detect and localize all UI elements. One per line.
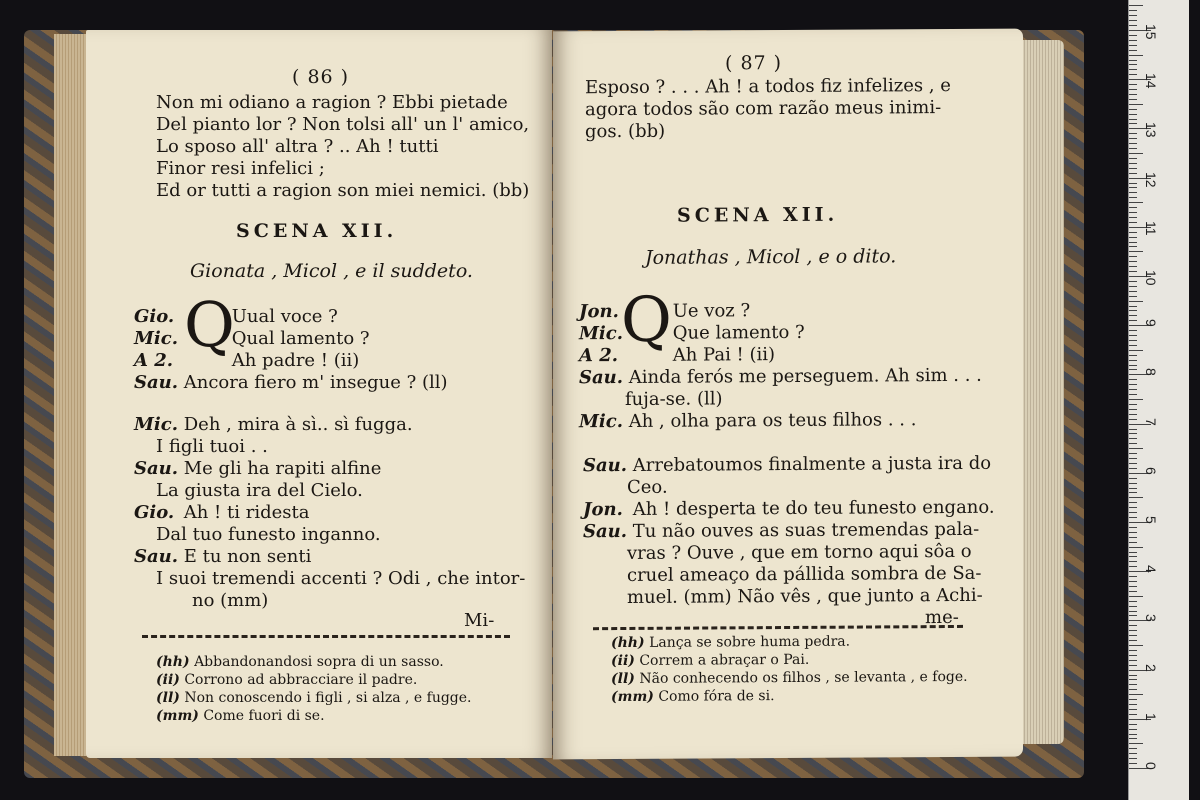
ruler-tick xyxy=(1129,684,1137,685)
verse-line: Del pianto lor ? Non tolsi all' un l' amico, xyxy=(156,114,530,135)
dialogue-line xyxy=(579,300,750,323)
ruler-tick xyxy=(1129,429,1137,430)
ruler-tick xyxy=(1129,458,1137,459)
ruler-tick xyxy=(1129,734,1137,735)
dialogue-line xyxy=(579,365,982,389)
ruler-label: 0 xyxy=(1143,762,1159,770)
footnote xyxy=(156,708,325,725)
ruler-tick xyxy=(1129,699,1137,700)
speech: Qual lamento ? xyxy=(231,328,370,349)
footnote-text: Como fóra de si. xyxy=(658,688,775,705)
dialogue-line: Ceo. xyxy=(627,476,668,498)
ruler-tick xyxy=(1129,271,1137,272)
ruler-tick xyxy=(1129,694,1143,695)
ruler-tick xyxy=(1129,596,1143,597)
ruler-tick xyxy=(1129,399,1143,400)
ruler-tick xyxy=(1129,404,1137,405)
speech: Ainda ferós me perseguem. Ah sim . . . xyxy=(628,364,982,388)
dialogue-line xyxy=(134,458,381,480)
ruler-tick xyxy=(1129,266,1137,267)
ruler-tick xyxy=(1129,119,1137,120)
ruler-tick xyxy=(1129,40,1137,41)
dialogue-line xyxy=(583,453,991,477)
ruler-label: 11 xyxy=(1143,220,1159,236)
ruler-tick xyxy=(1129,675,1137,676)
speech: Deh , mira à sì.. sì fugga. xyxy=(183,414,413,435)
footnote-text: Lança se sobre huma pedra. xyxy=(649,633,851,651)
prose-line: Esposo ? . . . Ah ! a todos fiz infelizes , e xyxy=(585,75,951,99)
ruler-tick xyxy=(1129,168,1137,169)
ruler-tick xyxy=(1129,409,1137,410)
ruler-tick xyxy=(1129,453,1137,454)
ruler-tick xyxy=(1129,35,1137,36)
ruler-tick xyxy=(1129,350,1143,351)
speech: E tu non senti xyxy=(183,546,312,567)
ruler-tick xyxy=(1129,360,1137,361)
ruler-tick xyxy=(1129,355,1137,356)
ruler-label: 4 xyxy=(1143,565,1159,573)
ruler-tick xyxy=(1129,492,1137,493)
speaker: Sau. xyxy=(579,367,624,389)
ruler-label: 3 xyxy=(1143,614,1159,623)
ruler-tick xyxy=(1129,192,1137,193)
ruler-tick xyxy=(1129,640,1137,641)
ruler-label: 10 xyxy=(1143,270,1159,286)
ruler-tick xyxy=(1129,625,1137,626)
speech: Ah , olha para os teus filhos . . . xyxy=(628,409,917,432)
ruler-tick xyxy=(1129,542,1137,543)
ruler-tick xyxy=(1129,207,1137,208)
speech: Ah ! ti ridesta xyxy=(183,502,310,523)
ruler-tick xyxy=(1129,365,1137,366)
ruler-tick xyxy=(1129,532,1137,533)
ruler-tick xyxy=(1129,246,1137,247)
speech: Que lamento ? xyxy=(672,321,805,344)
ruler-tick xyxy=(1129,566,1137,567)
dialogue-line xyxy=(583,497,995,522)
catchword: me- xyxy=(925,606,959,629)
speaker: Sau. xyxy=(583,520,628,543)
ruler-tick xyxy=(1129,552,1137,553)
speech: Tu não ouves as suas tremendas pala- xyxy=(632,518,980,542)
ruler-tick xyxy=(1129,394,1137,395)
ruler-tick xyxy=(1129,743,1143,744)
ruler-tick xyxy=(1129,281,1137,282)
ruler-tick xyxy=(1129,50,1137,51)
ruler-tick xyxy=(1129,483,1137,484)
ruler-tick xyxy=(1129,537,1137,538)
footnote-mark: (hh) xyxy=(156,654,190,670)
ruler-tick xyxy=(1129,291,1137,292)
ruler-label: 15 xyxy=(1143,24,1159,40)
ruler-label: 6 xyxy=(1143,466,1159,475)
ruler-tick xyxy=(1129,724,1137,725)
dialogue-line: Dal tuo funesto inganno. xyxy=(156,524,381,545)
ruler-tick xyxy=(1129,714,1137,715)
ruler-tick xyxy=(1129,133,1137,134)
right-page xyxy=(553,29,1023,760)
ruler-tick xyxy=(1129,286,1137,287)
ruler-tick xyxy=(1129,64,1137,65)
ruler-tick xyxy=(1129,660,1137,661)
ruler-tick xyxy=(1129,581,1137,582)
dialogue-line: I suoi tremendi accenti ? Odi , che intor- xyxy=(156,568,526,589)
speaker: Sau. xyxy=(134,546,179,567)
ruler-tick xyxy=(1129,763,1137,764)
ruler-tick xyxy=(1129,330,1137,331)
speaker: Jon. xyxy=(579,301,619,323)
speaker: Sau. xyxy=(134,458,179,479)
ruler-tick xyxy=(1129,527,1137,528)
ruler-tick xyxy=(1129,320,1137,321)
ruler-tick xyxy=(1129,655,1137,656)
ruler-tick xyxy=(1129,443,1137,444)
dialogue-line: muel. (mm) Não vês , que junto a Achi- xyxy=(627,584,983,608)
ruler-label: 1 xyxy=(1143,712,1159,721)
dialogue-line: fuja-se. (ll) xyxy=(625,388,723,410)
ruler-tick xyxy=(1129,340,1137,341)
ruler-tick xyxy=(1129,561,1137,562)
speaker: Sau. xyxy=(583,454,628,477)
ruler-tick xyxy=(1129,611,1137,612)
ruler-tick xyxy=(1129,232,1137,233)
footnote-mark: (ii) xyxy=(611,652,635,670)
scene-title: SCENA XII. xyxy=(677,203,839,227)
ruler-tick xyxy=(1129,586,1137,587)
dialogue-line xyxy=(134,350,359,372)
ruler-tick xyxy=(1129,20,1137,21)
ruler-tick xyxy=(1129,104,1143,105)
ruler-tick xyxy=(1129,389,1137,390)
ruler-tick xyxy=(1129,148,1137,149)
ruler-tick xyxy=(1129,630,1137,631)
ruler-tick xyxy=(1129,251,1143,252)
ruler-tick xyxy=(1129,478,1137,479)
footnote xyxy=(611,669,968,688)
ruler-tick xyxy=(1129,419,1137,420)
ruler-tick xyxy=(1129,84,1137,85)
speech: Uual voce ? xyxy=(231,306,338,327)
prose-line: gos. (bb) xyxy=(585,120,666,143)
ruler-tick xyxy=(1129,502,1137,503)
ruler-tick xyxy=(1129,379,1137,380)
footnote-text: Corrono ad abbracciare il padre. xyxy=(184,672,418,688)
ruler-tick xyxy=(1129,237,1137,238)
ruler-tick xyxy=(1129,512,1137,513)
drop-cap: Q xyxy=(184,288,235,361)
ruler-label: 9 xyxy=(1143,319,1159,327)
footnote-text: Não conhecendo os filhos , se levanta , e foge. xyxy=(639,668,968,687)
speech: Ah Pai ! (ii) xyxy=(672,344,776,366)
footnote-text: Come fuori di se. xyxy=(203,708,325,724)
footnote-text: Correm a abraçar o Pai. xyxy=(639,651,810,669)
character-list: Gionata , Micol , e il suddeto. xyxy=(190,260,473,282)
ruler-tick xyxy=(1129,222,1137,223)
ruler-tick xyxy=(1129,310,1137,311)
ruler-tick xyxy=(1129,187,1137,188)
ruler-tick xyxy=(1129,606,1137,607)
left-page xyxy=(86,30,552,758)
ruler-tick xyxy=(1129,183,1137,184)
dialogue-line xyxy=(134,372,448,394)
ruler-tick xyxy=(1129,301,1143,302)
catchword: Mi- xyxy=(464,610,495,631)
ruler-tick xyxy=(1129,138,1137,139)
footnote xyxy=(156,654,444,671)
scene-title: SCENA XII. xyxy=(236,220,398,242)
ruler-tick xyxy=(1129,143,1137,144)
ruler-tick xyxy=(1129,5,1143,6)
ruler-tick xyxy=(1129,468,1137,469)
ruler-tick xyxy=(1129,335,1137,336)
speaker: A 2. xyxy=(579,345,619,367)
ruler-tick xyxy=(1129,517,1137,518)
ruler-tick xyxy=(1129,197,1137,198)
dialogue-line: vras ? Ouve , que em torno aqui sôa o xyxy=(627,540,972,564)
ruler-tick xyxy=(1129,202,1143,203)
speaker: Mic. xyxy=(579,411,623,433)
footnote xyxy=(156,672,417,689)
ruler-tick xyxy=(1129,369,1137,370)
ruler-tick xyxy=(1129,433,1137,434)
dialogue-line: La giusta ira del Cielo. xyxy=(156,480,363,501)
ruler-tick xyxy=(1129,738,1137,739)
speech: Ah ! desperta te do teu funesto engano. xyxy=(632,496,995,520)
ruler-tick xyxy=(1129,689,1137,690)
page-number: ( 87 ) xyxy=(725,52,783,75)
footnote-mark: (ll) xyxy=(156,690,180,706)
ruler-tick xyxy=(1129,55,1143,56)
ruler-tick xyxy=(1129,94,1137,95)
ruler-tick xyxy=(1129,123,1137,124)
dialogue-line xyxy=(134,546,311,568)
dialogue-line xyxy=(583,519,979,543)
dialogue-line xyxy=(134,306,338,328)
ruler-tick xyxy=(1129,709,1137,710)
footnote-mark: (ll) xyxy=(611,670,635,688)
ruler-label: 13 xyxy=(1143,122,1159,138)
ruler-label: 12 xyxy=(1143,171,1159,188)
speech: Ancora fiero m' insegue ? (ll) xyxy=(183,372,448,393)
page-edges-left xyxy=(54,34,90,756)
dialogue-line xyxy=(579,344,775,367)
ruler-tick xyxy=(1129,345,1137,346)
ruler-label: 5 xyxy=(1143,516,1159,524)
ruler-tick xyxy=(1129,615,1137,616)
ruler-tick xyxy=(1129,242,1137,243)
ruler-tick xyxy=(1129,256,1137,257)
ruler-tick xyxy=(1129,665,1137,666)
speech: Me gli ha rapiti alfine xyxy=(183,458,382,479)
speaker: Mic. xyxy=(579,323,623,345)
ruler-label: 8 xyxy=(1143,368,1159,377)
drop-cap: Q xyxy=(621,282,672,357)
footnote xyxy=(156,690,472,707)
ruler-tick xyxy=(1129,89,1137,90)
ruler-label: 2 xyxy=(1143,663,1159,672)
ruler-tick xyxy=(1129,679,1137,680)
dialogue-line xyxy=(134,502,309,524)
dialogue-line: I figli tuoi . . xyxy=(156,436,268,457)
ruler-tick xyxy=(1129,315,1137,316)
speaker: Mic. xyxy=(134,328,178,349)
ruler-tick xyxy=(1129,547,1143,548)
ruler-tick xyxy=(1129,69,1137,70)
ruler-tick xyxy=(1129,753,1137,754)
dialogue-line xyxy=(579,409,916,433)
ruler-label: 14 xyxy=(1143,73,1159,89)
ruler-tick xyxy=(1129,158,1137,159)
ruler-tick xyxy=(1129,60,1137,61)
dialogue-line: cruel ameaço da pállida sombra de Sa- xyxy=(627,562,982,586)
prose-line: agora todos são com razão meus inimi- xyxy=(585,97,942,121)
footnote-text: Non conoscendo i figli , si alza , e fugge. xyxy=(184,690,472,706)
ruler-tick xyxy=(1129,576,1137,577)
ruler-tick xyxy=(1129,296,1137,297)
speaker: Mic. xyxy=(134,414,178,435)
ruler-tick xyxy=(1129,414,1137,415)
footnote-mark: (ii) xyxy=(156,672,180,688)
ruler-tick xyxy=(1129,99,1137,100)
measuring-ruler xyxy=(1128,0,1189,800)
dialogue-line xyxy=(134,328,370,350)
ruler-tick xyxy=(1129,173,1137,174)
ruler-tick xyxy=(1129,556,1137,557)
speaker: Jon. xyxy=(583,499,623,521)
verse-line: Non mi odiano a ragion ? Ebbi pietade xyxy=(156,92,508,113)
footnote xyxy=(611,634,850,652)
ruler-tick xyxy=(1129,448,1143,449)
speech: Ah padre ! (ii) xyxy=(231,350,360,371)
verse-line: Lo sposo all' altra ? .. Ah ! tutti xyxy=(156,136,439,157)
footnote-mark: (mm) xyxy=(611,688,654,706)
ruler-tick xyxy=(1129,217,1137,218)
ruler-tick xyxy=(1129,212,1137,213)
speaker: Gio. xyxy=(134,502,175,523)
ruler-tick xyxy=(1129,163,1137,164)
verse-line: Finor resi infelici ; xyxy=(156,158,325,179)
footnote xyxy=(611,688,775,706)
speaker: Gio. xyxy=(134,306,175,327)
ruler-tick xyxy=(1129,10,1137,11)
ruler-tick xyxy=(1129,109,1137,110)
ruler-tick xyxy=(1129,758,1137,759)
ruler-tick xyxy=(1129,15,1137,16)
footnote-mark: (mm) xyxy=(156,708,199,724)
footnote-mark: (hh) xyxy=(611,634,645,652)
speech: Arrebatoumos finalmente a justa ira do xyxy=(632,452,992,476)
ruler-tick xyxy=(1129,438,1137,439)
speech: Ue voz ? xyxy=(672,300,751,322)
ruler-label: 7 xyxy=(1143,417,1159,426)
ruler-tick xyxy=(1129,25,1137,26)
ruler-tick xyxy=(1129,704,1137,705)
ruler-tick xyxy=(1129,384,1137,385)
ruler-tick xyxy=(1129,488,1137,489)
dialogue-line: no (mm) xyxy=(192,590,269,611)
dialogue-line xyxy=(134,414,413,436)
ruler-tick xyxy=(1129,650,1137,651)
verse-line: Ed or tutti a ragion son miei nemici. (bb) xyxy=(156,180,530,201)
ruler-tick xyxy=(1129,153,1143,154)
ruler-tick xyxy=(1129,601,1137,602)
footnote-divider xyxy=(142,635,510,638)
ruler-tick xyxy=(1129,591,1137,592)
ruler-tick xyxy=(1129,74,1137,75)
footnote xyxy=(611,652,809,670)
ruler-tick xyxy=(1129,463,1137,464)
ruler-tick xyxy=(1129,261,1137,262)
ruler-tick xyxy=(1129,45,1137,46)
footnote-divider xyxy=(593,625,963,630)
ruler-tick xyxy=(1129,748,1137,749)
ruler-tick xyxy=(1129,507,1137,508)
dialogue-line xyxy=(579,322,805,345)
speaker: Sau. xyxy=(134,372,179,393)
ruler-tick xyxy=(1129,114,1137,115)
ruler-tick xyxy=(1129,645,1143,646)
ruler-tick xyxy=(1129,306,1137,307)
footnote-text: Abbandonandosi sopra di un sasso. xyxy=(194,654,444,670)
ruler-tick xyxy=(1129,729,1137,730)
ruler-tick xyxy=(1129,497,1143,498)
character-list: Jonathas , Micol , e o dito. xyxy=(645,245,897,269)
page-number: ( 86 ) xyxy=(292,66,350,88)
ruler-tick xyxy=(1129,635,1137,636)
speaker: A 2. xyxy=(134,350,174,371)
